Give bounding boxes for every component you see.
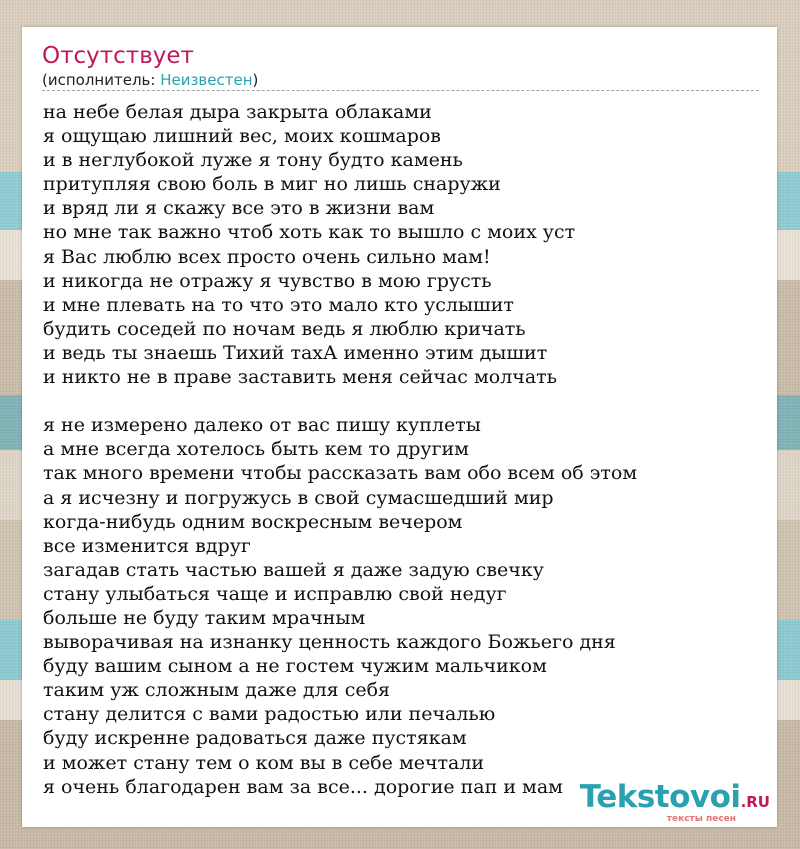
song-title: Отсутствует (42, 43, 194, 69)
lyric-line: а я исчезну и погружусь в свой сумасшедший мир (43, 486, 554, 509)
lyric-line: но мне так важно чтоб хоть как то вышло с моих уст (43, 221, 576, 244)
lyric-line: и мне плевать на то что это мало кто услышит (43, 293, 514, 316)
lyric-line: стану улыбаться чаще и исправлю свой недуг (43, 582, 507, 605)
lyric-line: загадав стать частью вашей я даже задую свечку (43, 558, 544, 581)
artist-line (42, 70, 258, 90)
artist-suffix: ) (252, 71, 259, 89)
lyric-line: и может стану тем о ком вы в себе мечтали (43, 751, 485, 774)
lyric-line: будить соседей по ночам ведь я люблю кричать (43, 317, 526, 340)
lyric-line: и никто не в праве заставить меня сейчас молчать (43, 366, 558, 389)
title-divider (42, 90, 759, 91)
lyric-line: на небе белая дыра закрыта облаками (43, 101, 432, 123)
lyric-line: когда-нибудь одним воскресным вечером (43, 510, 463, 533)
lyric-line: а мне всегда хотелось быть кем то другим (43, 438, 469, 461)
lyric-line: больше не буду таким мрачным (43, 606, 366, 629)
lyric-line: таким уж сложным даже для себя (43, 679, 391, 702)
lyric-line: все изменится вдруг (43, 534, 251, 557)
lyric-line: я ощущаю лишний вес, моих кошмаров (43, 125, 441, 148)
lyric-line: и ведь ты знаешь Тихий тахА именно этим дышит (43, 341, 548, 364)
lyric-line: так много времени чтобы рассказать вам обо всем об этом (43, 462, 638, 485)
lyric-line: стану делится с вами радостью или печалью (43, 703, 496, 726)
lyric-line: буду искренне радоваться даже пустякам (43, 727, 467, 750)
stanza-break (43, 389, 763, 413)
lyric-line: и в неглубокой луже я тону будто камень (43, 149, 463, 172)
lyric-line: выворачивая на изнанку ценность каждого Божьего дня (43, 631, 616, 654)
lyrics-text (43, 100, 763, 799)
logo-tagline: тексты песен (666, 814, 736, 824)
lyric-line: буду вашим сыном а не гостем чужим мальчиком (43, 655, 547, 678)
lyrics-card (22, 27, 777, 827)
lyric-line: я очень благодарен вам за все... дорогие пап и мам (43, 775, 563, 798)
lyric-line: я Вас люблю всех просто очень сильно мам! (43, 245, 491, 268)
lyric-line: и никогда не отражу я чувство в мою грусть (43, 269, 492, 292)
lyric-line: и вряд ли я скажу все это в жизни вам (43, 197, 435, 220)
artist-prefix: (исполнитель: (42, 71, 161, 89)
lyric-line: я не измерено далеко от вас пишу куплеты (43, 414, 481, 437)
artist-link[interactable]: Неизвестен (160, 71, 253, 89)
site-logo[interactable] (560, 779, 770, 827)
lyric-line: притупляя свою боль в миг но лишь снаружи (43, 173, 501, 196)
logo-main-text: Tekstovoi (579, 779, 741, 815)
logo-tld: .RU (740, 793, 770, 811)
